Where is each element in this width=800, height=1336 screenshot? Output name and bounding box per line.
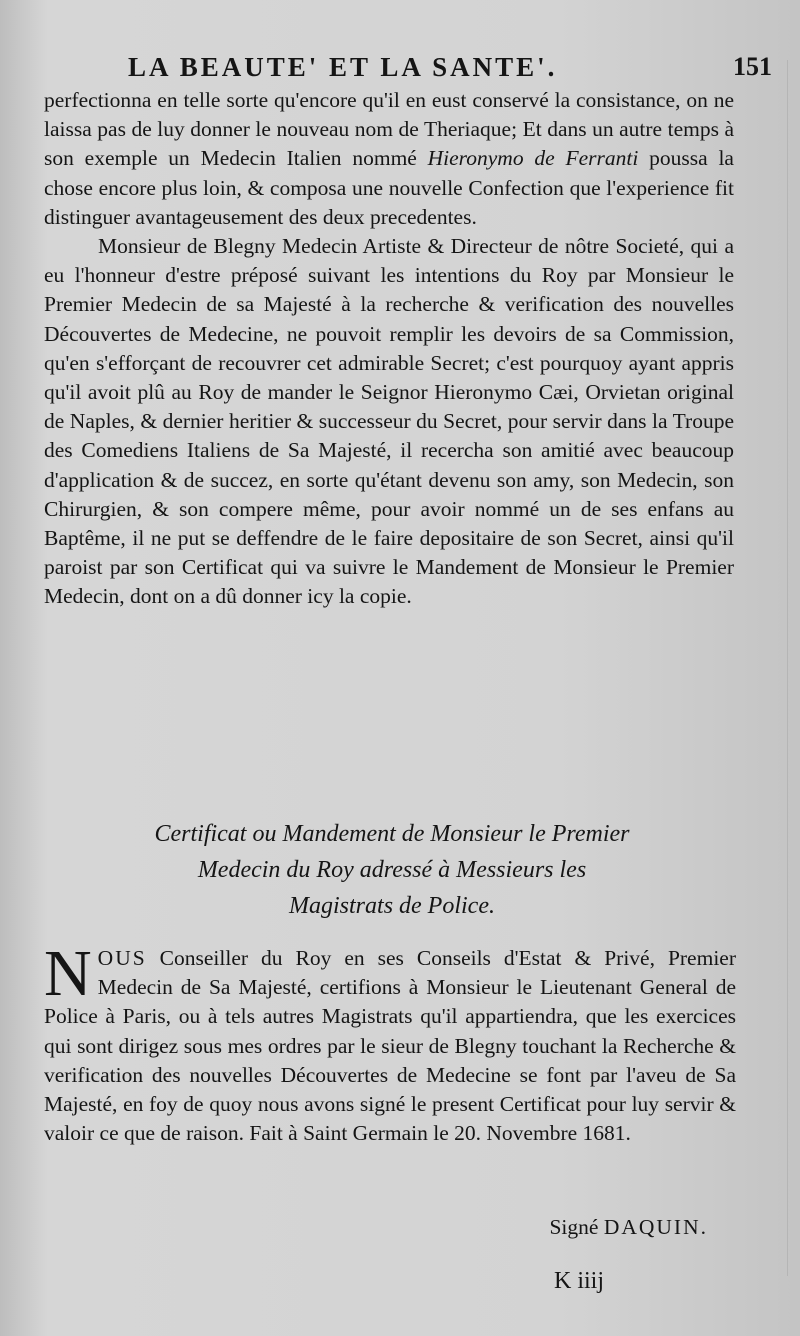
printer-signature-mark: K iiij xyxy=(553,1268,604,1294)
page-edge-shadow xyxy=(787,60,788,1276)
decree-opening-caps: OUS xyxy=(97,946,147,970)
signature-prefix: Signé xyxy=(549,1215,599,1239)
signature-name: DAQUIN. xyxy=(603,1215,708,1239)
page-number: 151 xyxy=(733,52,772,81)
section-heading xyxy=(44,816,740,924)
italic-name: Hieronymo de Ferranti xyxy=(427,146,639,171)
drop-cap: N xyxy=(44,937,92,1010)
paragraph-1-text-a: perfectionna en telle sorte qu'encore qu'il en eust conservé la consistance, on ne laissa pas de luy donner le nouveau nom de Theriaque; Et dans un autre temps à son exemple un Medecin Italien nommé xyxy=(44,88,734,171)
paragraph-1 xyxy=(44,86,734,232)
running-head xyxy=(44,52,772,86)
running-title: LA BEAUTE' ET LA SANTE'. xyxy=(128,52,558,82)
main-text xyxy=(44,86,734,612)
signature-line xyxy=(549,1215,708,1240)
section-heading-line-1: Certificat ou Mandement de Monsieur le Premier xyxy=(154,821,630,847)
paragraph-2: Monsieur de Blegny Medecin Artiste & Directeur de nôtre Societé, qui a eu l'honneur d'estre préposé suivant les intentions du Roy par Monsieur le Premier Medecin de sa Majesté à la recherche & verification des nouvelles Découvertes de Medecine, ne pouvoit remplir les devoirs de sa Commission, qu'en s'efforçant de recouvrer cet admirable Secret; c'est pourquoy ayant appris qu'il avoit plû au Roy de mander le Seignor Hieronymo Cæi, Orvietan original de Naples, & dernier heritier & successeur du Secret, pour servir dans la Troupe des Comediens Italiens de Sa Majesté, il recercha son amitié avec beaucoup d'application & de succez, en sorte qu'étant devenu son amy, son Medecin, son Chirurgien, & son compere même, pour avoir nommé un de ses enfans au Baptême, il ne put se deffendre de le faire depositaire de son Secret, ainsi qu'il paroist par son Certificat qui va suivre le Mandement de Monsieur le Premier Medecin, dont on a dû donner icy la copie. xyxy=(44,234,734,609)
section-heading-line-2: Medecin du Roy adressé à Messieurs les xyxy=(197,857,587,883)
paragraph-1-text-b: poussa la chose encore plus loin, & composa une nouvelle Confection que l'experience fit distinguer avantageusement des deux precedentes. xyxy=(44,146,734,229)
section-heading-line-3: Magistrats de Police. xyxy=(289,893,495,919)
decree-paragraph xyxy=(44,937,736,1148)
decree-text: Conseiller du Roy en ses Conseils d'Estat & Privé, Premier Medecin de Sa Majesté, certifions à Monsieur le Lieutenant General de Police à Paris, ou à tels autres Magistrats qu'il appartiendra, que les exercices qui sont dirigez sous mes ordres par le sieur de Blegny touchant la Recherche & verification des nouvelles Découvertes de Medecine se font par l'aveu de Sa Majesté, en foy de quoy nous avons signé le present Certificat pour luy servir & valoir ce que de raison. Fait à Saint Germain le 20. Novembre 1681. xyxy=(44,946,736,1146)
